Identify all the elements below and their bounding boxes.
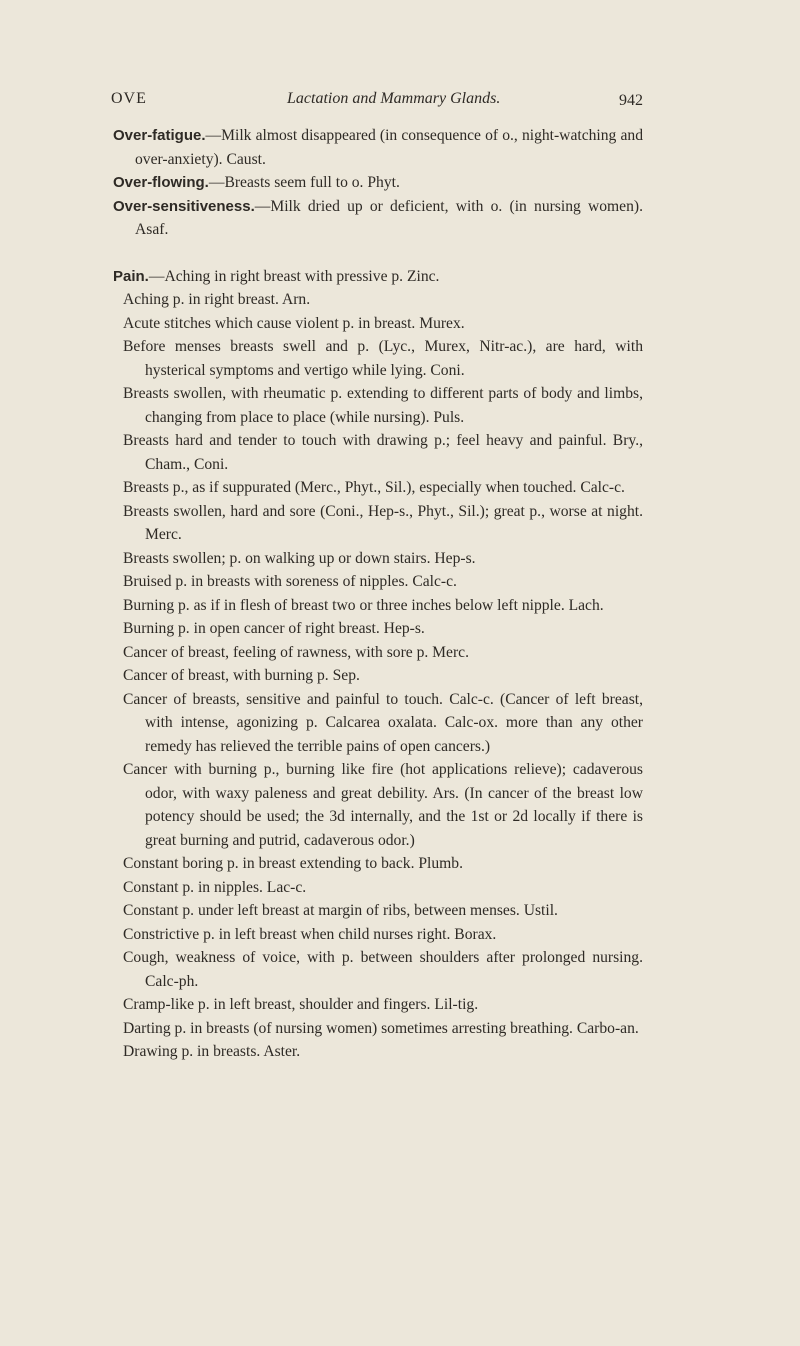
pain-subentry: Burning p. as if in flesh of breast two or three inches below left nipple. Lach. bbox=[123, 596, 604, 614]
pain-subentry: Cramp-like p. in left breast, shoulder and fingers. Lil-tig. bbox=[123, 996, 479, 1013]
pain-subentry: Cancer of breast, feeling of rawness, with sore p. Merc. bbox=[123, 643, 469, 661]
pain-subentry: Cancer with burning p., burning like fire (hot applications relieve); cadaverous odor, with waxy paleness and great debility. Ars. (In cancer of the breast low potency should be used; the 3d internally, and the 1st or 2d locally if there is great burning and putrid, cadaverous odor.) bbox=[123, 761, 643, 849]
entry-over-flowing bbox=[113, 171, 643, 195]
entry-text: —Milk almost disappeared (in consequence of o., night-watching and over-anxiety). Caust. bbox=[135, 127, 643, 168]
pain-subentry: Bruised p. in breasts with soreness of nipples. Calc-c. bbox=[123, 573, 457, 590]
entry-pain bbox=[113, 265, 643, 289]
entry-text: —Aching in right breast with pressive p. Zinc. bbox=[148, 267, 440, 285]
entry-over-fatigue bbox=[113, 124, 643, 171]
pain-subentry: Constant p. in nipples. Lac-c. bbox=[123, 878, 307, 896]
header-title: Lactation and Mammary Glands. bbox=[287, 90, 501, 107]
pain-subentry: Constrictive p. in left breast when child nurses right. Borax. bbox=[123, 925, 497, 943]
entry-over-sensitiveness bbox=[113, 195, 643, 242]
pain-subentry: Constant boring p. in breast extending to back. Plumb. bbox=[123, 855, 463, 872]
entry-term: Over-fatigue. bbox=[113, 127, 206, 144]
entry-term: Pain. bbox=[113, 267, 149, 285]
body-text bbox=[113, 124, 643, 1064]
pain-subentry: Cancer of breast, with burning p. Sep. bbox=[123, 667, 360, 684]
pain-subentry: Constant p. under left breast at margin of ribs, between menses. Ustil. bbox=[123, 902, 558, 919]
pain-subentry: Cancer of breasts, sensitive and painful to touch. Calc-c. (Cancer of left breast, with intense, agonizing p. Calcarea oxalata. Calc-ox. more than any other remedy has relieved the terrible pains of open cancers.) bbox=[123, 690, 643, 755]
pain-subentry: Darting p. in breasts (of nursing women) sometimes arresting breathing. Carbo-an. bbox=[123, 1019, 639, 1037]
page-number: 942 bbox=[619, 92, 643, 109]
header-catchword: OVE bbox=[111, 90, 147, 107]
pain-subentry: Burning p. in open cancer of right breast. Hep-s. bbox=[123, 620, 425, 637]
entry-text: —Breasts seem full to o. Phyt. bbox=[208, 174, 400, 191]
pain-subentry: Breasts swollen; p. on walking up or down stairs. Hep-s. bbox=[123, 549, 476, 567]
pain-subentry: Breasts swollen, hard and sore (Coni., Hep-s., Phyt., Sil.); great p., worse at night. Merc. bbox=[123, 502, 643, 543]
pain-subentry: Breasts hard and tender to touch with drawing p.; feel heavy and painful. Bry., Cham., Coni. bbox=[123, 432, 643, 473]
section-gap bbox=[113, 242, 643, 265]
entry-term: Over-flowing. bbox=[113, 174, 209, 191]
pain-subentry: Aching p. in right breast. Arn. bbox=[123, 291, 311, 308]
entry-term: Over-sensitiveness. bbox=[113, 197, 255, 215]
pain-subentry: Breasts swollen, with rheumatic p. extending to different parts of body and limbs, changing from place to place (while nursing). Puls. bbox=[123, 385, 643, 426]
pain-subentry: Acute stitches which cause violent p. in breast. Murex. bbox=[123, 314, 465, 332]
entry-text: —Milk dried up or deficient, with o. (in nursing women). Asaf. bbox=[135, 197, 643, 238]
pain-subentry: Drawing p. in breasts. Aster. bbox=[123, 1043, 301, 1060]
pain-subentry: Breasts p., as if suppurated (Merc., Phyt., Sil.), especially when touched. Calc-c. bbox=[123, 479, 625, 496]
pain-subentry: Before menses breasts swell and p. (Lyc., Murex, Nitr-ac.), are hard, with hysterical symptoms and vertigo while lying. Coni. bbox=[123, 338, 643, 379]
running-header bbox=[111, 90, 643, 114]
pain-subentry: Cough, weakness of voice, with p. between shoulders after prolonged nursing. Calc-ph. bbox=[123, 949, 643, 990]
